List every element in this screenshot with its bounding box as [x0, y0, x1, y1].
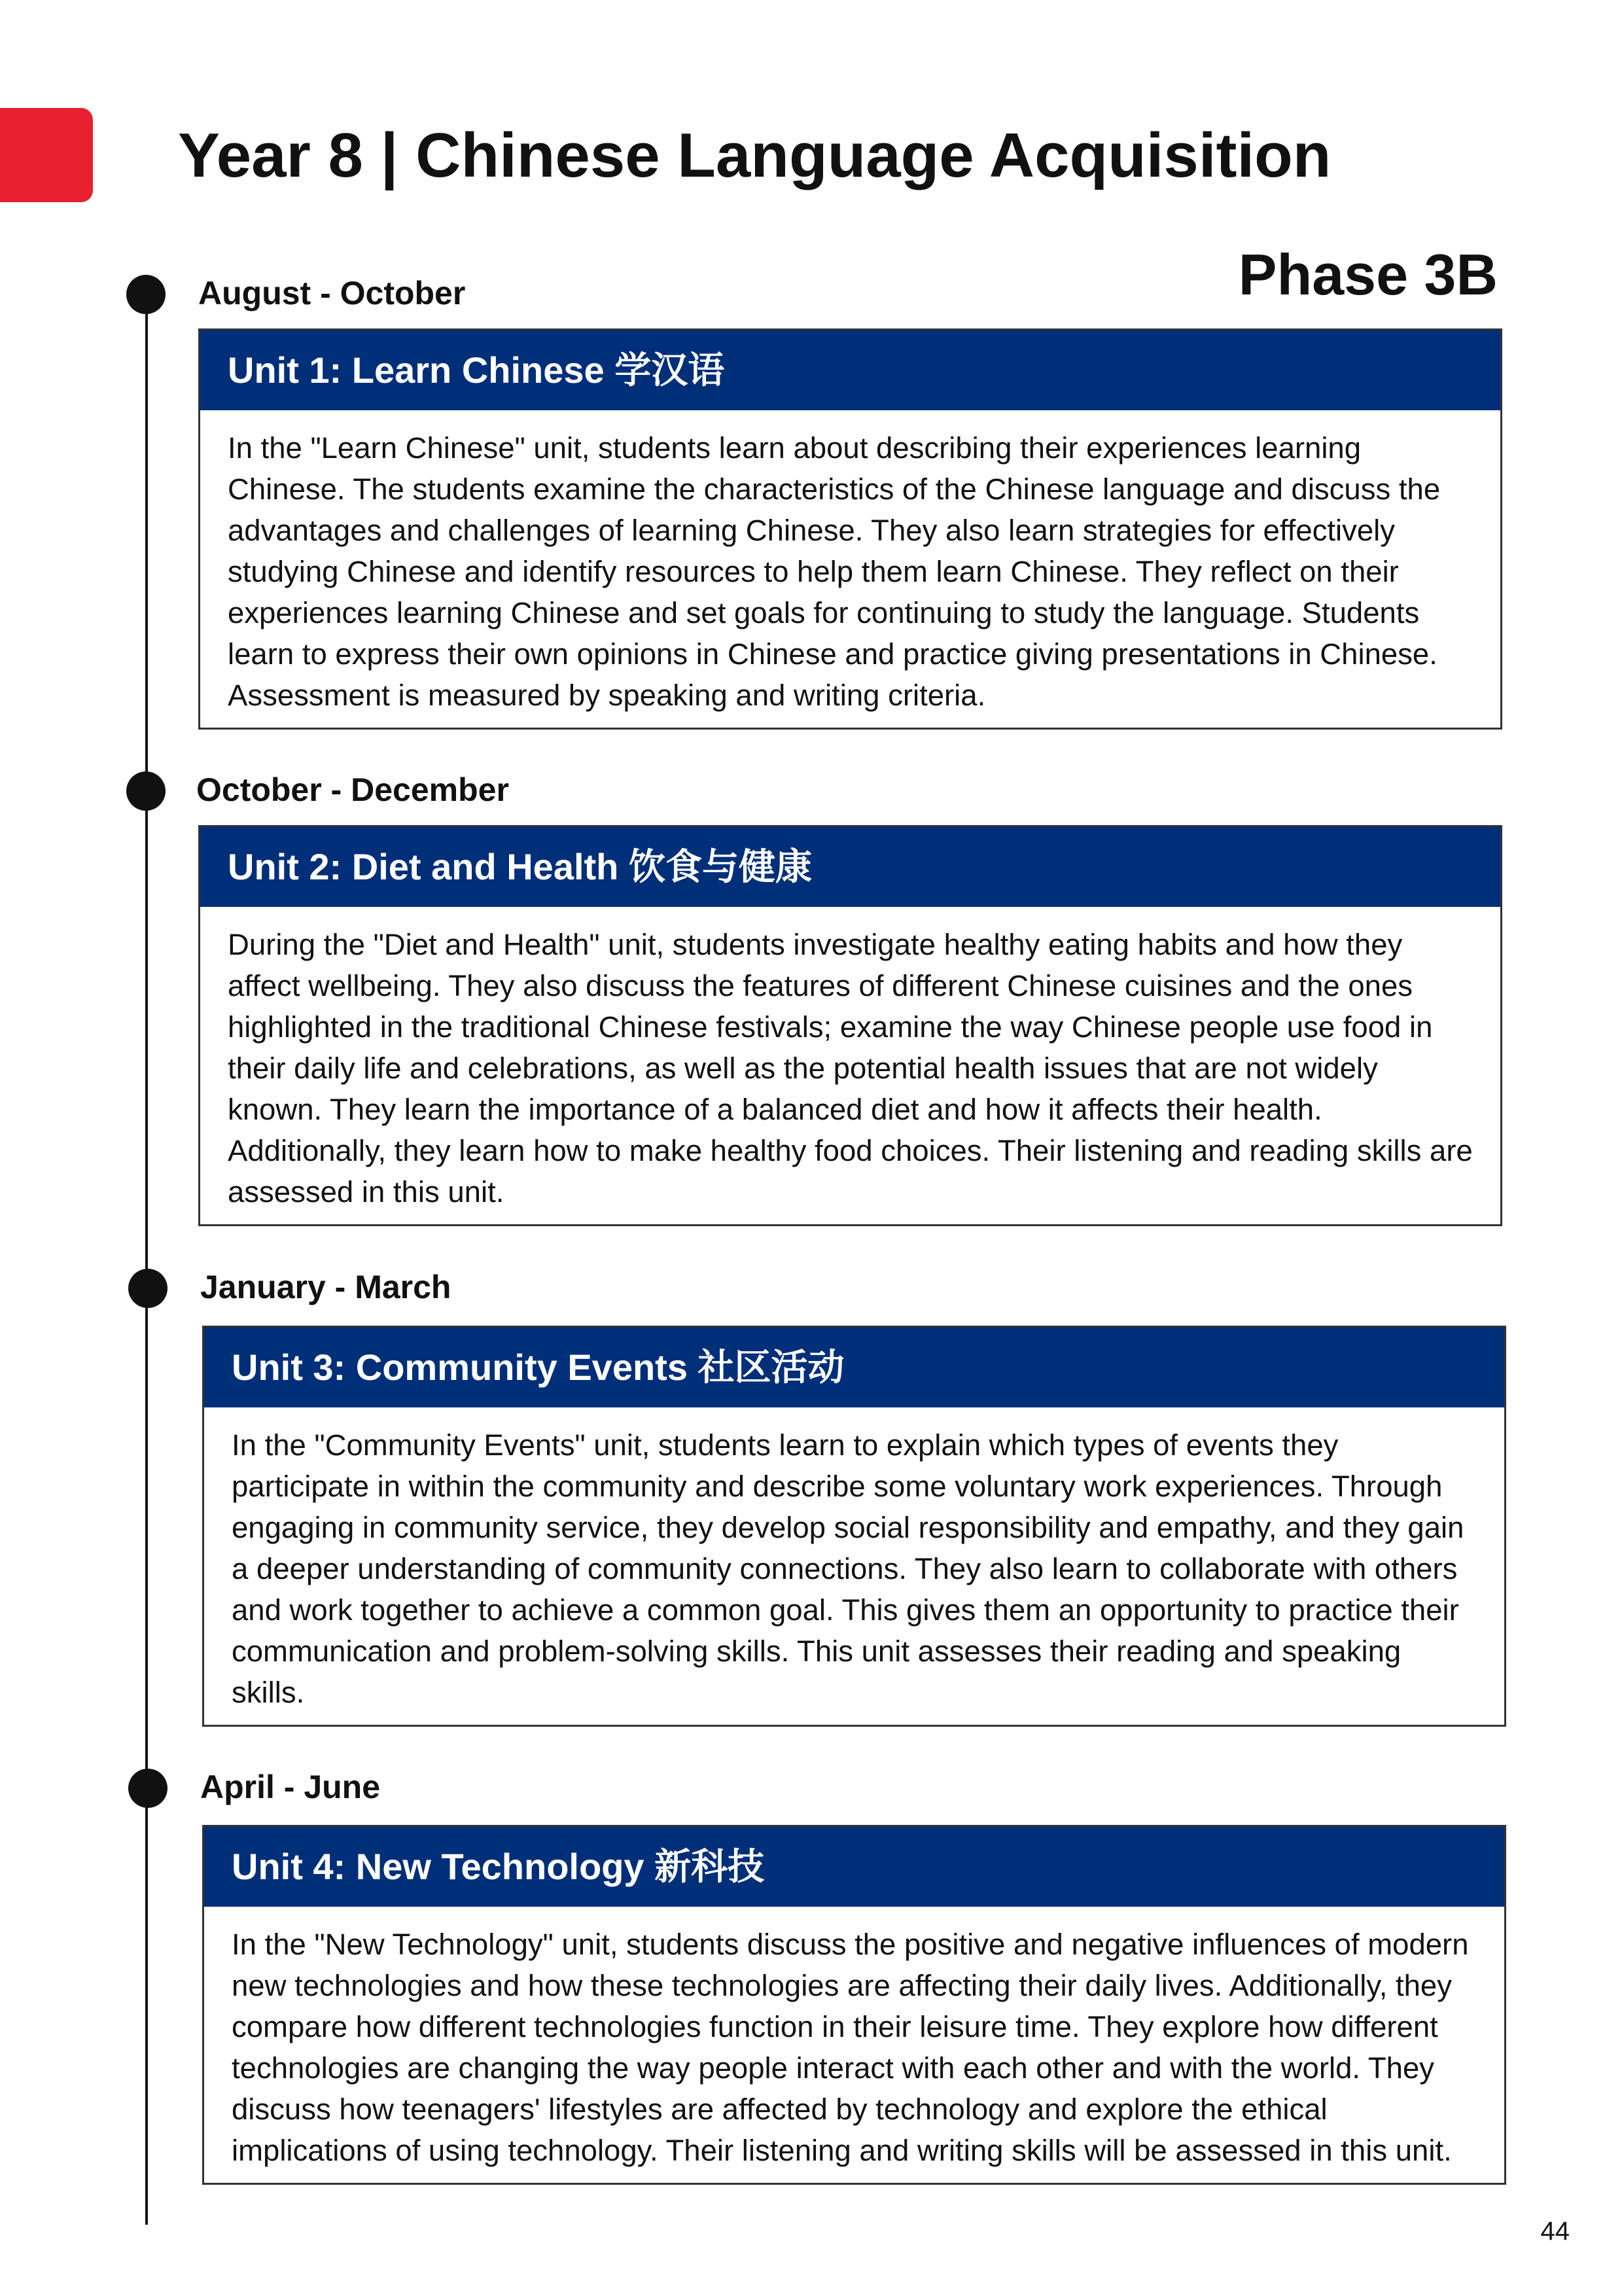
unit-title: Unit 2: Diet and Health 饮食与健康: [200, 827, 1500, 907]
unit-card: [202, 1825, 1506, 2185]
page-number: 44: [1540, 2217, 1570, 2246]
timeline-line: [145, 294, 148, 2225]
unit-title: Unit 3: Community Events 社区活动: [204, 1328, 1504, 1407]
unit-description: In the "New Technology" unit, students discuss the positive and negative influences of modern new technologies and how these technologies are affecting their daily lives. Additionally, they compare how different technologies function in their leisure time. They explore how different technologies are changing the way people interact with each other and with the world. They discuss how teenagers' lifestyles are affected by technology and explore the ethical implications of using technology. Their listening and writing skills will be assessed in this unit.: [232, 1928, 1469, 2167]
unit-period: August - October: [198, 275, 466, 311]
timeline-dot: [126, 275, 166, 314]
unit-period: April - June: [200, 1769, 381, 1805]
page-title: Year 8 | Chinese Language Acquisition: [178, 120, 1331, 190]
unit-title: Unit 4: New Technology 新科技: [204, 1827, 1504, 1907]
timeline-dot: [126, 771, 166, 811]
unit-description: During the "Diet and Health" unit, students investigate healthy eating habits and how they affect wellbeing. They also discuss the features of different Chinese cuisines and the ones highlighted in the traditional Chinese festivals; examine the way Chinese people use food in their daily life and celebrations, as well as the potential health issues that are not widely known. They learn the importance of a balanced diet and how it affects their health. Additionally, they learn how to make healthy food choices. Their listening and reading skills are assessed in this unit.: [228, 928, 1473, 1209]
unit-period: January - March: [200, 1269, 451, 1305]
unit-card: [198, 825, 1502, 1226]
unit-description: In the "Community Events" unit, students learn to explain which types of events they participate in within the community and describe some voluntary work experiences. Through engaging in community service, they develop social responsibility and empathy, and they gain a deeper understanding of community connections. They also learn to collaborate with others and work together to achieve a common goal. This gives them an opportunity to practice their communication and problem-solving skills. This unit assesses their reading and speaking skills.: [232, 1428, 1464, 1709]
timeline-dot: [128, 1269, 167, 1308]
unit-card: [198, 328, 1502, 730]
timeline-dot: [128, 1769, 167, 1808]
unit-card: [202, 1326, 1506, 1727]
unit-period: October - December: [196, 771, 509, 808]
phase-label: Phase 3B: [1238, 242, 1498, 307]
unit-description: In the "Learn Chinese" unit, students learn about describing their experiences learning Chinese. The students examine the characteristics of the Chinese language and discuss the advantages and challenges of learning Chinese. They also learn strategies for effectively studying Chinese and identify resources to help them learn Chinese. They reflect on their experiences learning Chinese and set goals for continuing to study the language. Students learn to express their own opinions in Chinese and practice giving presentations in Chinese. Assessment is measured by speaking and writing criteria.: [228, 431, 1441, 712]
red-accent-tab: [0, 108, 93, 202]
unit-title: Unit 1: Learn Chinese 学汉语: [200, 330, 1500, 410]
